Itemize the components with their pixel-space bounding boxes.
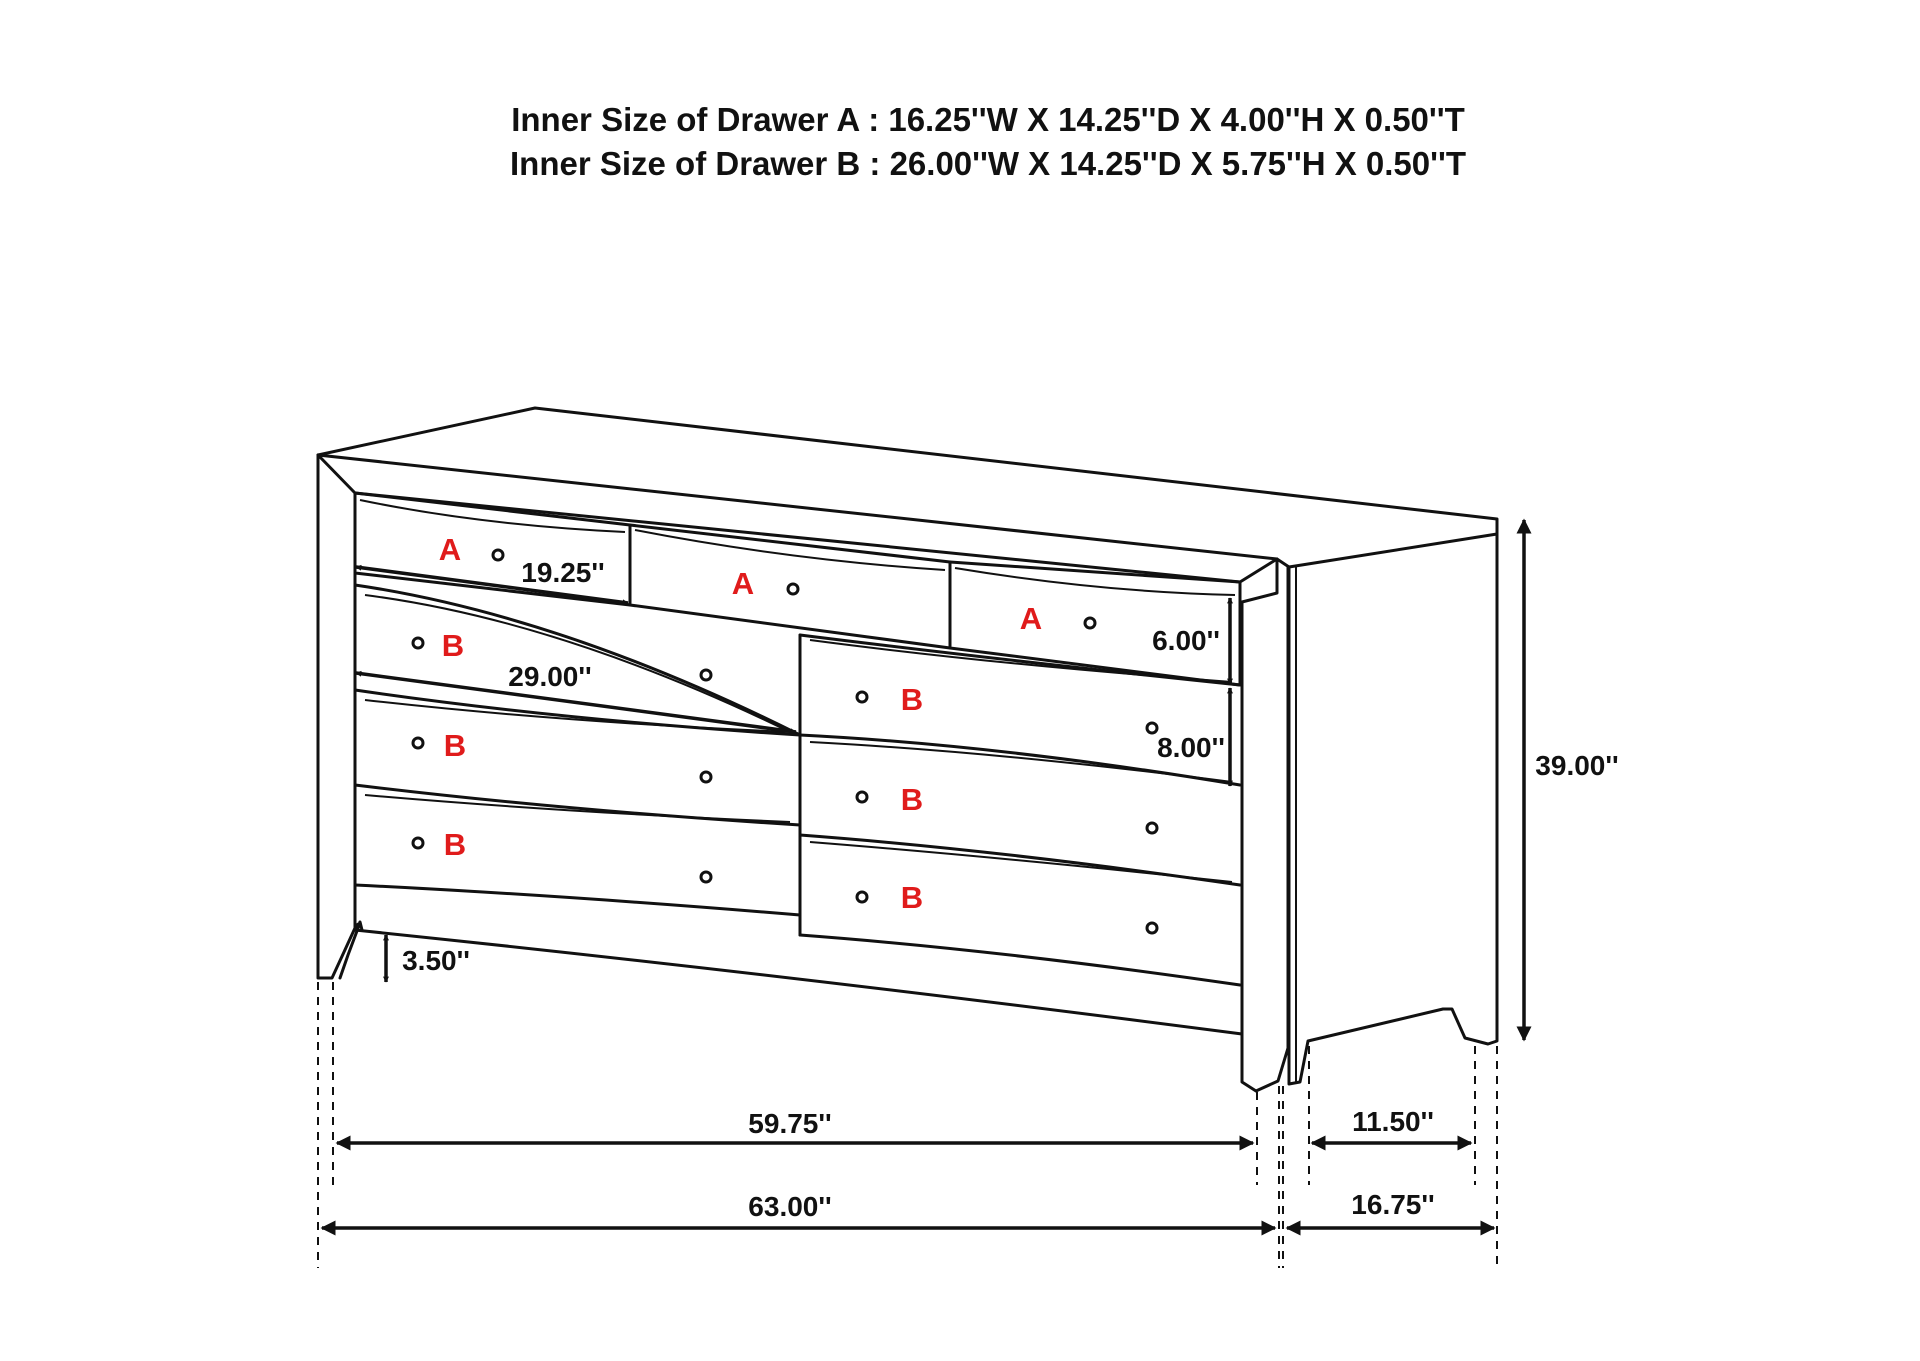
drawer-label-b: B xyxy=(900,682,924,717)
dim-label-total-width: 63.00'' xyxy=(748,1191,832,1222)
dim-label-top-drawer-width: 19.25'' xyxy=(521,557,605,588)
dim-label-top-drawer-height: 6.00'' xyxy=(1152,625,1220,656)
drawer-label-a: A xyxy=(731,566,755,601)
drawer-top-left xyxy=(355,493,630,605)
drawer-label-b: B xyxy=(443,827,467,862)
drawer-left-1-top xyxy=(355,585,800,735)
dim-label-front-inner-width: 59.75'' xyxy=(748,1108,832,1139)
drawer-left-bottom xyxy=(355,885,800,915)
drawer-right-bottom xyxy=(800,935,1240,985)
drawer-label-a: A xyxy=(438,532,462,567)
drawer-label-b: B xyxy=(443,728,467,763)
dim-label-wide-drawer-height: 8.00'' xyxy=(1157,732,1225,763)
side-panel xyxy=(1289,534,1497,1084)
drawer-label-b: B xyxy=(900,782,924,817)
drawer-b-inner-size: Inner Size of Drawer B : 26.00''W X 14.25''D X 5.75''H X 0.50''T xyxy=(510,145,1466,182)
dim-label-leg-height: 3.50'' xyxy=(402,945,470,976)
bottom-dimensions xyxy=(322,1106,1494,1228)
drawer-label-b: B xyxy=(441,628,465,663)
drawer-label-a: A xyxy=(1019,601,1043,636)
dresser-top xyxy=(318,408,1497,567)
bottom-apron xyxy=(355,925,1242,1034)
drawer-a-inner-size: Inner Size of Drawer A : 16.25''W X 14.25''D X 4.00''H X 0.50''T xyxy=(511,101,1465,138)
overall-height-dimension xyxy=(1524,520,1619,1040)
drawer-label-b: B xyxy=(900,880,924,915)
front-frame xyxy=(318,455,1288,1091)
dim-label-side-inner-depth: 11.50'' xyxy=(1352,1106,1434,1137)
drawer-left-2-top xyxy=(355,690,800,735)
groove xyxy=(810,842,1232,882)
internal-dimensions xyxy=(356,557,1230,982)
extension-lines xyxy=(318,982,1497,1268)
dim-label-total-height: 39.00'' xyxy=(1535,750,1619,781)
dim-label-total-depth: 16.75'' xyxy=(1351,1189,1435,1220)
dresser-drawing xyxy=(318,408,1497,1091)
dim-label-wide-drawer-width: 29.00'' xyxy=(508,661,592,692)
drawer-knobs xyxy=(413,550,1157,933)
